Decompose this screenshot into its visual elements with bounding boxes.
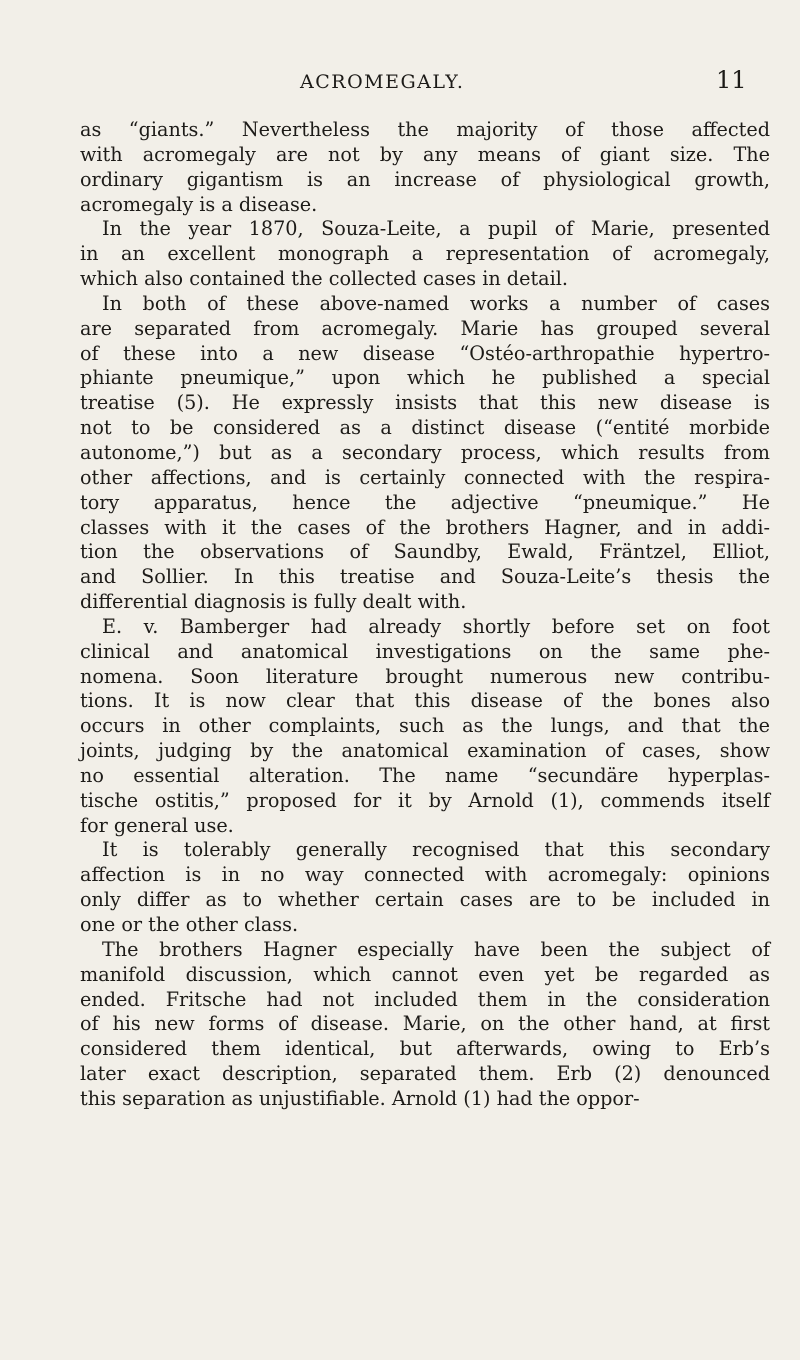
text-line: In both of these above-named works a number of cases (102, 291, 770, 315)
text-line: phiante pneumique,” upon which he published a special (80, 366, 770, 390)
body-text (80, 118, 770, 1112)
running-title: ACROMEGALY. (300, 71, 465, 93)
text-line: tory apparatus, hence the adjective “pneumique.” He (80, 490, 770, 514)
text-line: tions. It is now clear that this disease of the bones also (80, 689, 770, 713)
text-line: later exact description, separated them. Erb (2) denounced (80, 1062, 770, 1086)
text-line: of his new forms of disease. Marie, on the other hand, at first (80, 1012, 770, 1036)
text-line: other affections, and is certainly connected with the respira- (80, 465, 770, 489)
text-line: E. v. Bamberger had already shortly before set on foot (102, 614, 770, 638)
text-line: one or the other class. (80, 913, 299, 936)
text-line: tion the observations of Saundby, Ewald, Fräntzel, Elliot, (80, 540, 770, 564)
text-line: nomena. Soon literature brought numerous new contribu- (80, 664, 770, 688)
text-line: as “giants.” Nevertheless the majority of those affected (80, 118, 770, 141)
text-line: classes with it the cases of the brothers Hagner, and in addi- (80, 515, 770, 539)
paragraph (80, 118, 770, 217)
text-line: In the year 1870, Souza-Leite, a pupil of Marie, presented (102, 217, 770, 241)
text-line: autonome,”) but as a secondary process, which results from (80, 440, 770, 464)
text-line: ordinary gigantism is an increase of physiological growth, (80, 167, 770, 191)
text-line: only differ as to whether certain cases are to be included in (80, 888, 770, 912)
paragraph (80, 292, 770, 615)
text-line: The brothers Hagner especially have been the subject of (102, 937, 770, 961)
text-line: occurs in other complaints, such as the lungs, and that the (80, 714, 770, 738)
text-line: of these into a new disease “Ostéo-arthropathie hypertro- (80, 341, 770, 365)
text-line: and Sollier. In this treatise and Souza-Leite’s thesis the (80, 565, 770, 589)
paragraph (80, 838, 770, 937)
text-line: are separated from acromegaly. Marie has grouped several (80, 316, 770, 340)
text-line: differential diagnosis is fully dealt with. (80, 590, 467, 614)
text-line: treatise (5). He expressly insists that this new disease is (80, 391, 770, 415)
text-line: in an excellent monograph a representation of acromegaly, (80, 242, 770, 266)
text-line: which also contained the collected cases in detail. (80, 267, 568, 291)
text-line: with acromegaly are not by any means of giant size. The (80, 142, 770, 166)
text-line: ended. Fritsche had not included them in the consideration (80, 987, 770, 1011)
text-line: for general use. (80, 813, 234, 837)
text-line: not to be considered as a distinct disease (“entité morbide (80, 416, 770, 440)
running-head (0, 66, 800, 101)
text-line: clinical and anatomical investigations on the same phe- (80, 639, 770, 663)
text-line: this separation as unjustifiable. Arnold (1) had the oppor- (80, 1086, 640, 1110)
text-line: joints, judging by the anatomical examination of cases, show (80, 739, 770, 763)
paragraph (80, 938, 770, 1112)
text-line: no essential alteration. The name “secundäre hyperplas- (80, 763, 770, 787)
text-line: acromegaly is a disease. (80, 192, 318, 216)
text-line: manifold discussion, which cannot even yet be regarded as (80, 962, 770, 986)
paragraph (80, 217, 770, 292)
page-number: 11 (716, 66, 747, 94)
paragraph (80, 615, 770, 839)
text-line: considered them identical, but afterwards, owing to Erb’s (80, 1037, 770, 1061)
text-line: affection is in no way connected with acromegaly: opinions (80, 863, 770, 887)
text-line: It is tolerably generally recognised that this secondary (102, 838, 770, 862)
text-line: tische ostitis,” proposed for it by Arnold (1), commends itself (80, 788, 770, 812)
